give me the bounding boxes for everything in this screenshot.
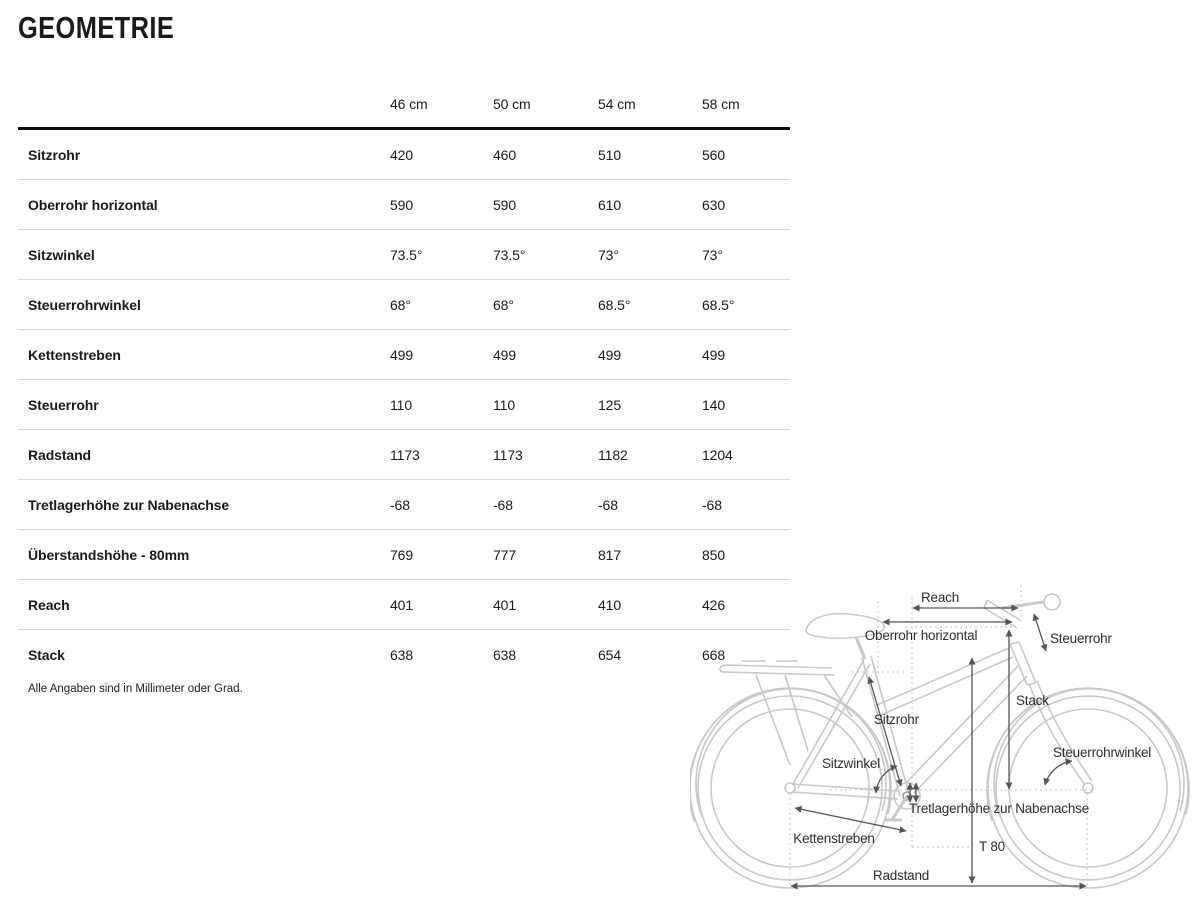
size-header-58: 58 cm	[702, 95, 740, 112]
geometry-value: 73°	[702, 246, 723, 263]
diagram-label-sitzrohr: Sitzrohr	[874, 712, 919, 727]
diagram-label-oberrohr: Oberrohr horizontal	[864, 628, 978, 643]
geometry-value: 68.5°	[598, 296, 631, 313]
geometry-value: 499	[390, 346, 414, 363]
geometry-value: 110	[493, 396, 516, 413]
diagram-label-t80: T 80	[979, 839, 1005, 854]
geometry-value: 125	[598, 396, 622, 413]
geometry-value: 68°	[493, 296, 514, 313]
geometry-value: 769	[390, 546, 414, 563]
table-row	[18, 330, 790, 380]
geometry-row-label: Oberrohr horizontal	[28, 196, 158, 213]
geometry-row-label: Steuerrohr	[28, 396, 99, 413]
geometry-row-label: Sitzrohr	[28, 146, 81, 163]
geometry-value: 460	[493, 146, 517, 163]
geometry-value: 638	[493, 646, 517, 663]
table-header-row	[18, 80, 790, 130]
diagram-label-steuerrohrwinkel: Steuerrohrwinkel	[1053, 745, 1152, 760]
table-row	[18, 280, 790, 330]
size-header-50: 50 cm	[493, 95, 531, 112]
geometry-value: 499	[598, 346, 622, 363]
geometry-value: 426	[702, 596, 726, 613]
geometry-value: 1182	[598, 446, 628, 463]
diagram-label-steuerrohr: Steuerrohr	[1050, 631, 1112, 646]
size-header-46: 46 cm	[390, 95, 428, 112]
geometry-value: 401	[390, 596, 414, 613]
geometry-value: 638	[390, 646, 414, 663]
geometry-value: 1204	[702, 446, 733, 463]
geometry-value: 630	[702, 196, 726, 213]
diagram-label-reach: Reach	[920, 590, 960, 605]
geometry-row-label: Reach	[28, 596, 70, 613]
geometry-row-label: Steuerrohrwinkel	[28, 296, 141, 313]
geometry-row-label: Tretlagerhöhe zur Nabenachse	[28, 496, 230, 513]
geometry-value: 110	[390, 396, 413, 413]
geometry-value: 499	[702, 346, 726, 363]
geometry-value: 410	[598, 596, 622, 613]
diagram-label-radstand: Radstand	[872, 868, 930, 883]
table-row	[18, 180, 790, 230]
geometry-value: 590	[390, 196, 414, 213]
geometry-value: 68°	[390, 296, 411, 313]
table-row	[18, 430, 790, 480]
table-row	[18, 480, 790, 530]
diagram-label-tretlager: Tretlagerhöhe zur Nabenachse	[908, 801, 1090, 816]
geometry-value: 668	[702, 646, 726, 663]
geometry-value: -68	[598, 496, 618, 513]
table-row	[18, 530, 790, 580]
geometry-value: -68	[390, 496, 410, 513]
geometry-value: 73°	[598, 246, 619, 263]
table-row	[18, 630, 790, 679]
geometry-value: 610	[598, 196, 622, 213]
size-header-54: 54 cm	[598, 95, 636, 112]
geometry-value: -68	[493, 496, 513, 513]
diagram-label-sitzwinkel: Sitzwinkel	[821, 756, 880, 771]
geometry-value: 777	[493, 546, 517, 563]
table-row	[18, 230, 790, 280]
geometry-row-label: Kettenstreben	[28, 346, 121, 363]
geometry-value: 420	[390, 146, 414, 163]
table-row	[18, 580, 790, 630]
geometry-value: 850	[702, 546, 726, 563]
page-title: GEOMETRIE	[18, 10, 175, 45]
diagram-label-kettenstreben: Kettenstreben	[793, 831, 875, 846]
geometry-value: 73.5°	[390, 246, 423, 263]
geometry-value: -68	[702, 496, 722, 513]
geometry-table	[18, 80, 790, 679]
geometry-value: 1173	[390, 446, 420, 463]
geometry-value: 510	[598, 146, 622, 163]
geometry-row-label: Radstand	[28, 446, 91, 463]
geometry-value: 499	[493, 346, 517, 363]
geometry-value: 1173	[493, 446, 523, 463]
units-footnote: Alle Angaben sind in Millimeter oder Grad.	[28, 683, 243, 695]
geometry-value: 560	[702, 146, 726, 163]
geometry-value: 68.5°	[702, 296, 735, 313]
geometry-row-label: Überstandshöhe - 80mm	[28, 546, 190, 563]
geometry-value: 654	[598, 646, 622, 663]
table-row	[18, 380, 790, 430]
geometry-value: 401	[493, 596, 517, 613]
table-row	[18, 130, 790, 180]
geometry-row-label: Stack	[28, 646, 65, 663]
geometry-value: 140	[702, 396, 726, 413]
geometry-value: 73.5°	[493, 246, 526, 263]
geometry-value: 817	[598, 546, 622, 563]
bike-geometry-diagram	[690, 555, 1200, 900]
geometry-value: 590	[493, 196, 517, 213]
diagram-label-stack: Stack	[1016, 693, 1049, 708]
geometry-row-label: Sitzwinkel	[28, 246, 95, 263]
